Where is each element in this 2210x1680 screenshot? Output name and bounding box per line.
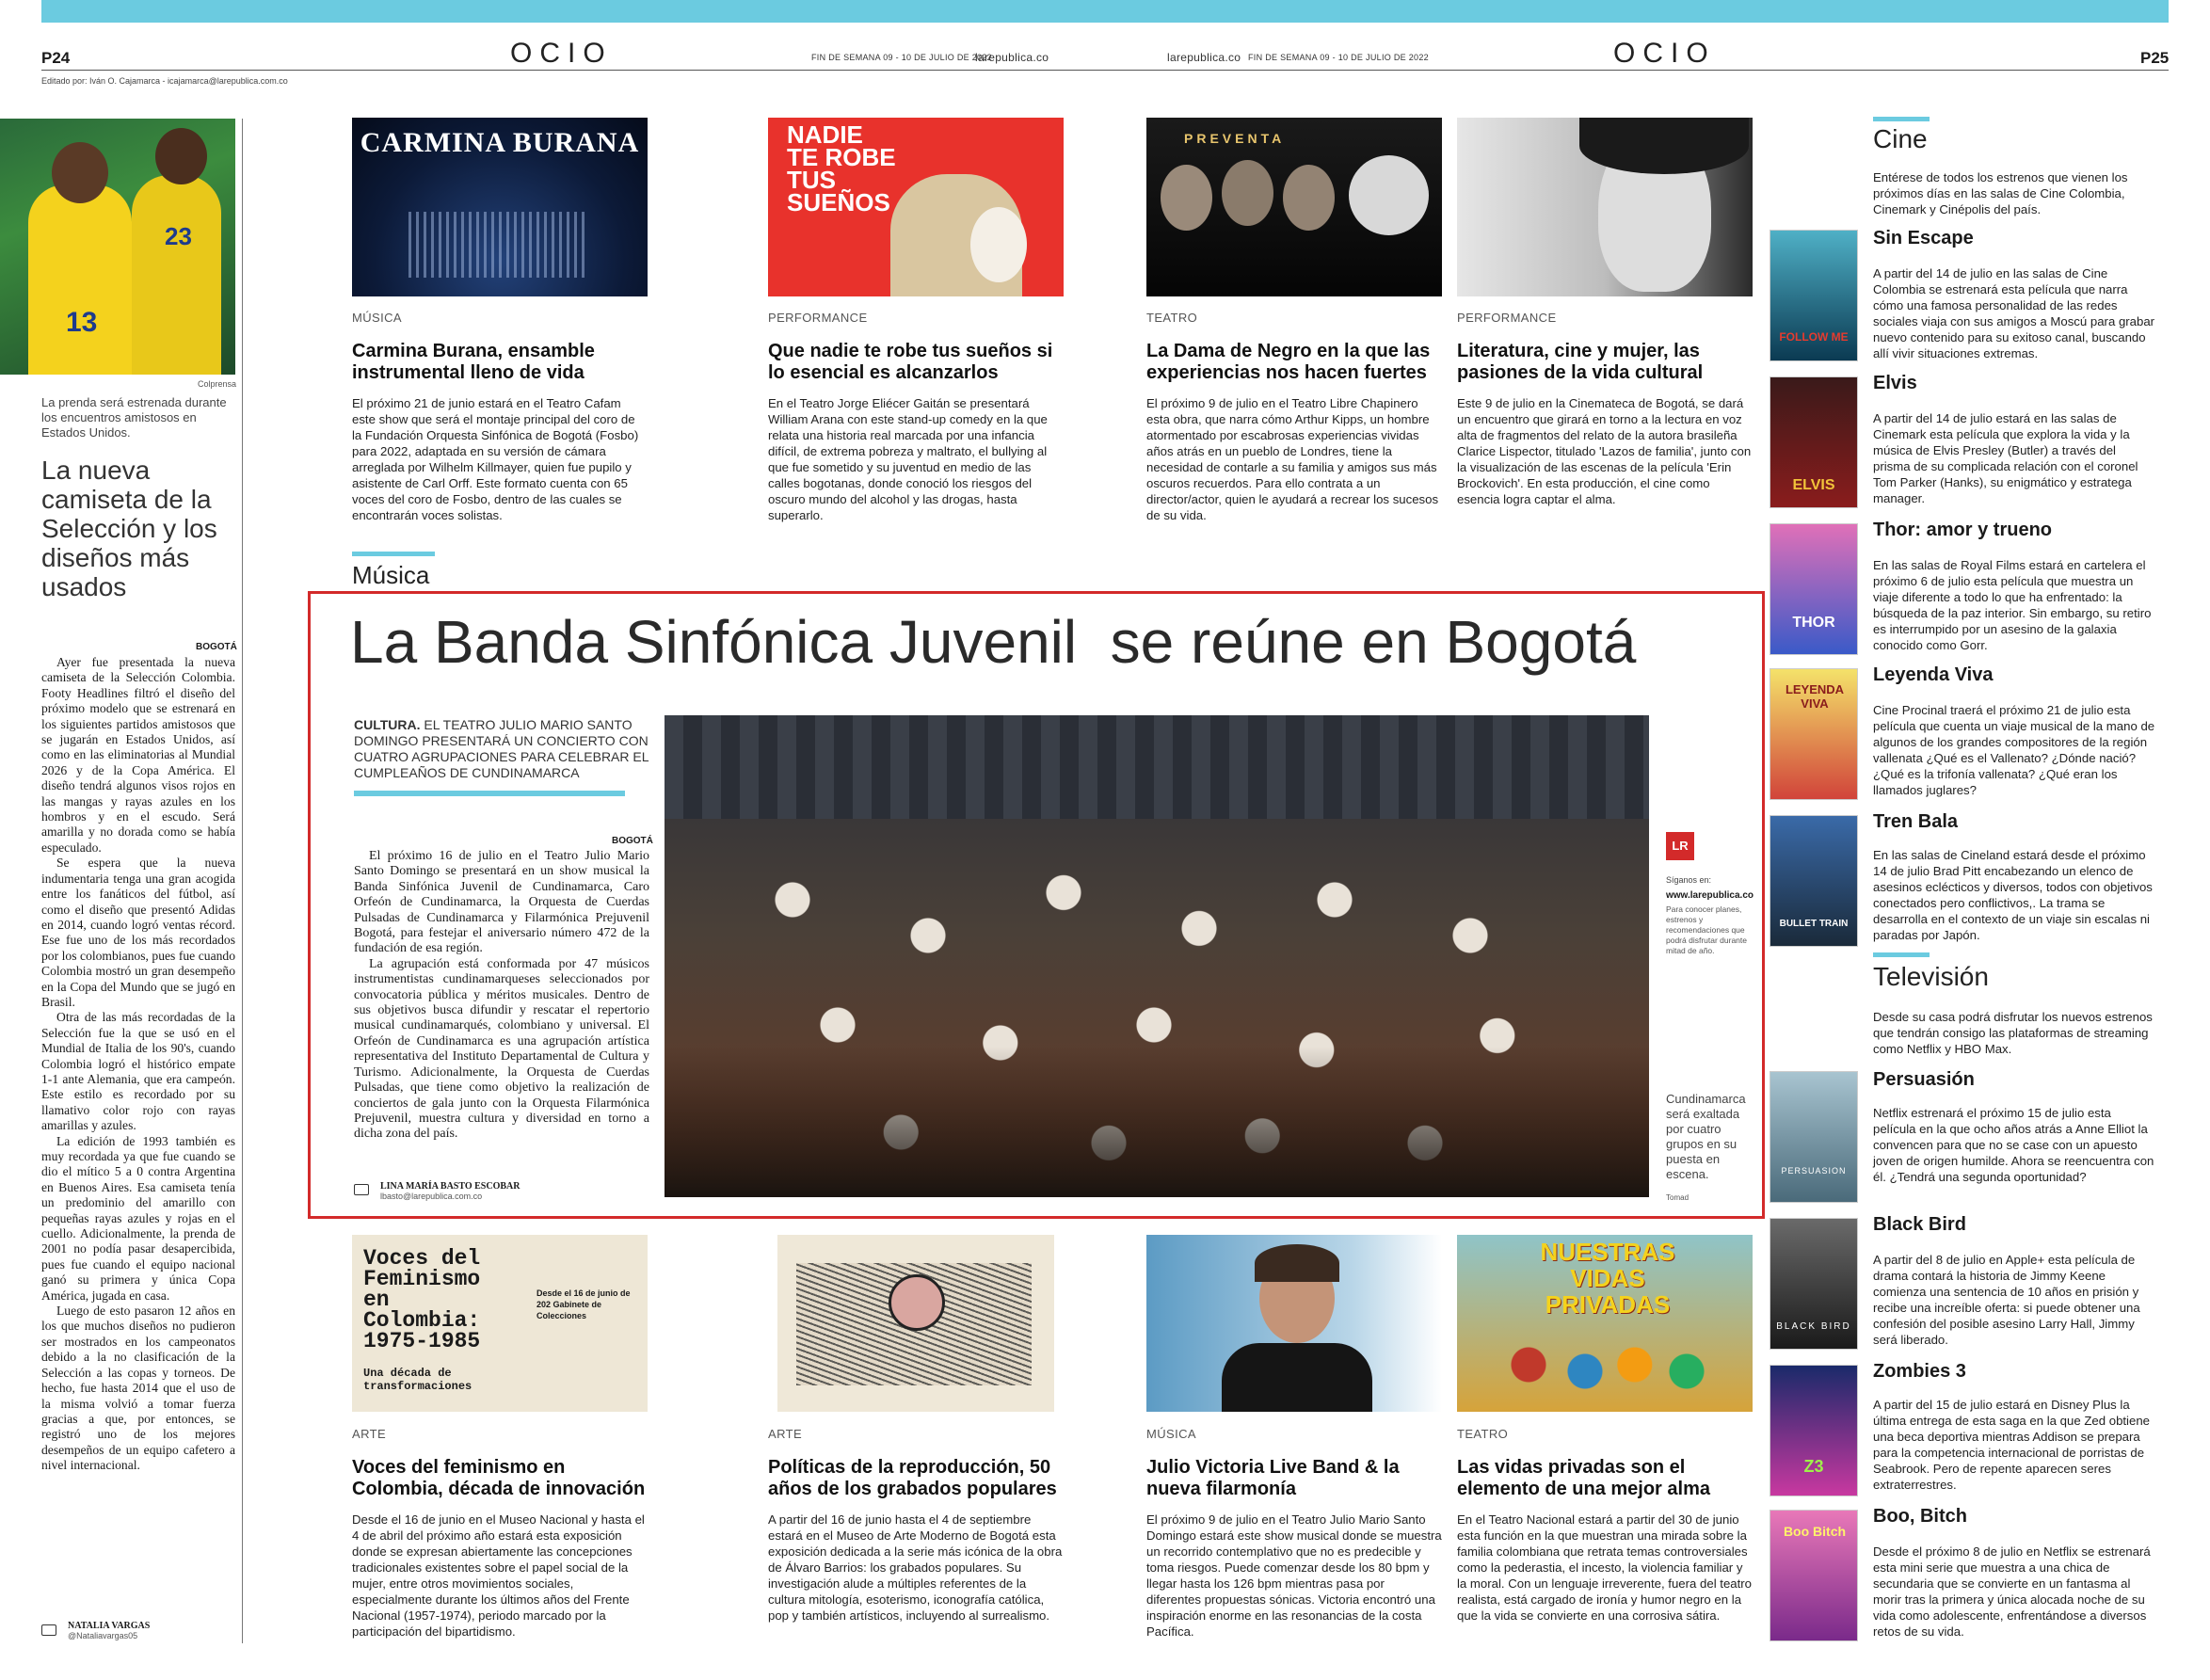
pen-icon xyxy=(354,1184,369,1195)
movie-title: Elvis xyxy=(1873,373,1917,393)
feature-body xyxy=(354,849,649,1143)
right-section-name: OCIO xyxy=(1613,38,1716,69)
poster-line: Voces del xyxy=(363,1246,481,1271)
article-body: El próximo 21 de junio estará en el Teatro Cafam este show que será el montaje principal del coro de la Fundación Orquesta Sinfónica de Bogotá (Fosbo) para 2022, adaptada en su versión de cámara arreglada por Wilhelm Killmayer, quien fue pupilo y asistente de Carl Orff. Este formato cuenta con 65 voces del coro de Fosbo, dentro de las cuales se encontrarán voces solistas. xyxy=(352,396,639,522)
left-photo-caption: La prenda será estrenada durante los encuentros amistosos en Estados Unidos. xyxy=(41,395,227,440)
article-body: A partir del 16 de junio hasta el 4 de septiembre estará en el Museo de Arte Moderno de Bogotá esta exposición dedicada a la serie más icónica de la obra de Álvaro Barrios: los grabados populares. Su investigación alude a múltiples referentes de la cultura mitología, esoterismo, iconografía católica, pop y también artísticos, incluyendo al surrealismo. xyxy=(768,1512,1063,1623)
poster-line: Colombia: xyxy=(363,1308,481,1333)
tv-poster xyxy=(1770,1218,1858,1350)
feature-headline: La Banda Sinfónica Juvenil se reúne en Bogotá xyxy=(350,608,1637,676)
editor-credit: Editado por: Iván O. Cajamarca - icajamarca@larepublica.com.co xyxy=(41,76,288,86)
article-category: MÚSICA xyxy=(1146,1427,1196,1441)
article-category: PERFORMANCE xyxy=(768,311,868,325)
article-title: Las vidas privadas son el elemento de una mejor alma xyxy=(1457,1457,1710,1499)
tv-title: Persuasión xyxy=(1873,1069,1975,1090)
movie-description: Cine Procinal traerá el próximo 21 de julio esta película que cuenta un viaje musical de la mano de algunos de los grandes compositores de la región vallenata ¿Qué es el Vallenato? ¿Dónde nació? ¿Qué es la trifonía vallenata? ¿Qué eran los llamados juglares? xyxy=(1873,703,2155,797)
left-section-name: OCIO xyxy=(510,38,613,69)
article-body: Este 9 de julio en la Cinemateca de Bogotá, se dará un encuentro que girará en torno a la lectura en voz alta de fragmentos del relato de la autora brasileña Clarice Lispector, titulado 'Lazos de familia', junto con la visualización de las escenas de la película 'Erin Brockovich'. En esta producción, el cine como esencia logra captar el alma. xyxy=(1457,396,1752,506)
right-site: larepublica.co xyxy=(1167,51,1241,64)
movie-poster xyxy=(1770,815,1858,947)
grabados-artwork xyxy=(777,1235,1054,1412)
poster-text: Boo Bitch xyxy=(1783,1524,1847,1539)
tv-description: A partir del 15 de julio estará en Disney Plus la última entrega de esta saga en la que Zed obtiene una beca deportiva mientras Addison se prepara para la competencia internacional de porristas de Seabrook. Pero de repente aparecen seres extraterrestres. xyxy=(1873,1398,2150,1492)
feminismo-poster xyxy=(352,1235,648,1412)
feature-author-name: LINA MARÍA BASTO ESCOBAR xyxy=(380,1181,520,1192)
right-page-number: P25 xyxy=(2140,49,2170,67)
feature-lead xyxy=(354,717,649,781)
article-category: PERFORMANCE xyxy=(1457,311,1557,325)
poster-subtitle: Una década de transformaciones xyxy=(363,1367,472,1393)
cine-intro: Entérese de todos los estrenos que vienen los próximos días en las salas de Cine Colombia, Cinemark y Cinépolis del país. xyxy=(1873,170,2128,216)
tv-title: Boo, Bitch xyxy=(1873,1506,1967,1527)
header-rule xyxy=(41,70,2169,71)
poster-text: FOLLOW ME xyxy=(1779,330,1849,344)
left-article-body xyxy=(41,655,235,1615)
poster-text: LEYENDA VIVA xyxy=(1785,682,1845,711)
movie-poster xyxy=(1770,230,1858,361)
feature-photo-credit: Tomad xyxy=(1666,1193,1690,1202)
tv-description: Desde el próximo 8 de julio en Netflix se estrenará esta mini serie que muestra a una chica de secundaria que se convierte en un fantasma al morir tras la primera y única alocada noche de su vida como adolescente, enfrentándose a diversos retos de su vida. xyxy=(1873,1544,2151,1639)
left-site: larepublica.co xyxy=(975,51,1049,64)
feature-paragraph: La agrupación está conformada por 47 músicos instrumentistas cundinamarqueses seleccionados por convocatoria pública y méritos musicales. Dentro de sus objetivos busca difundir y rescatar el repertorio musical cundinamarqués, colombiano y universal. El Orfeón de Cundinamarca es una agrupación artística representativa del Instituto Departamental de Cultura y Turismo. Adicionalmente, la Orquesta de Cuerdas Pulsadas, que tiene como objetivo la realización de conciertos de gala junto con la Orquesta Filarmónica Prejuvenil, muestra cultura y diversidad en torno a dicha zona del país. xyxy=(354,956,649,1142)
movie-title: Leyenda Viva xyxy=(1873,664,1994,685)
left-photo-credit: Colprensa xyxy=(198,379,237,389)
article-title: Literatura, cine y mujer, las pasiones de la vida cultural xyxy=(1457,341,1704,383)
feature-lead-label: CULTURA. xyxy=(354,717,421,732)
tv-poster xyxy=(1770,1071,1858,1203)
article-title: Políticas de la reproducción, 50 años de los grabados populares xyxy=(768,1457,1057,1499)
left-author-handle: @Nataliavargas05 xyxy=(68,1631,138,1640)
feature-accent-rule xyxy=(354,791,625,796)
poster-text: PERSUASION xyxy=(1781,1166,1847,1176)
article-category: ARTE xyxy=(352,1427,387,1441)
movie-poster xyxy=(1770,523,1858,655)
tv-title: Zombies 3 xyxy=(1873,1361,1966,1382)
soccer-player-photo: 13 23 xyxy=(0,119,235,375)
feature-section-label: Música xyxy=(352,561,430,589)
poster-text: THOR xyxy=(1792,615,1835,631)
follow-site-link[interactable]: www.larepublica.co xyxy=(1666,890,1754,901)
poster-text: Z3 xyxy=(1803,1457,1824,1476)
vidas-privadas-poster xyxy=(1457,1235,1753,1412)
left-paragraph: Luego de esto pasaron 12 años en los que muchos diseños no pudieron ser mostrados en los campeonatos debido a la no clasificación de la Selección a las copas y torneos. De hecho, fue hasta 2014 que el uso de la misma volvió a tomar fuerza gracias a que, por entonces, se registró uno de los mejores desempeños de un equipo cafetero a nivel internacional. xyxy=(41,1304,235,1473)
article-category: MÚSICA xyxy=(352,311,402,325)
movie-poster xyxy=(1770,376,1858,508)
feature-author-block xyxy=(354,1181,649,1201)
carmina-burana-poster xyxy=(352,118,648,296)
feature-paragraph: El próximo 16 de julio en el Teatro Julio Mario Santo Domingo se presentará en un show musical la Banda Sinfónica Juvenil de Cundinamarca, Caro Orfeón de Cundinamarca, la Orquesta de Cuerdas Pulsadas de Cundinamarca y Filarmónica Prejuvenil Bogotá, para festejar el aniversario número 472 de la fundación de esa región. xyxy=(354,849,649,956)
tv-description: A partir del 8 de julio en Apple+ esta película de drama contará la historia de Jimmy Keene comienza una sentencia de 10 años en prisión y recibe una increíble oferta: si puede obtener una confesión del posible asesino Larry Hall, Jimmy será liberado. xyxy=(1873,1253,2140,1347)
tv-description: Netflix estrenará el próximo 15 de julio esta película en la que ocho años atrás a Anne Elliot la convencen para que no se case con un apuesto joven de origen humilde. Ahora se reencuentra con él. ¿Tendrá una segunda oportunidad? xyxy=(1873,1106,2154,1184)
poster-text: BULLET TRAIN xyxy=(1779,919,1849,929)
feature-city: BOGOTÁ xyxy=(612,836,653,846)
right-date: FIN DE SEMANA 09 - 10 DE JULIO DE 2022 xyxy=(1248,53,1429,62)
tv-heading: Televisión xyxy=(1873,962,1989,991)
cine-heading: Cine xyxy=(1873,124,1928,153)
movie-title: Sin Escape xyxy=(1873,228,1974,248)
literatura-photo xyxy=(1457,118,1753,296)
article-body: En el Teatro Nacional estará a partir del 30 de junio esta función en la que muestran una mirada sobre la familia colombiana que retrata temas controversiales como la pederastia, el incesto, la violencia familiar y la moral. Con un lenguaje irreverente, fuera del teatro realista, está cargado de ironía y humor negro en la que la vida se convierte en una corrosiva sátira. xyxy=(1457,1512,1753,1623)
feature-photo-caption: Cundinamarca será exaltada por cuatro grupos en su puesta en escena. xyxy=(1666,1092,1746,1181)
poster-text: ELVIS xyxy=(1792,477,1835,493)
article-title: Voces del feminismo en Colombia, década de innovación xyxy=(352,1457,646,1499)
left-city: BOGOTÁ xyxy=(196,642,237,652)
article-title: La Dama de Negro en la que las experiencias nos hacen fuertes xyxy=(1146,341,1431,383)
poster-title: PREVENTA xyxy=(1184,131,1286,146)
tv-poster xyxy=(1770,1510,1858,1641)
poster-line: en xyxy=(363,1288,390,1312)
feature-lead-text: EL TEATRO JULIO MARIO SANTO DOMINGO PRESENTARÁ UN CONCIERTO CON CUATRO AGRUPACIONES PARA CELEBRAR EL CUMPLEAÑOS DE CUNDINAMARCA xyxy=(354,717,649,780)
poster-title: NUESTRAS VIDAS PRIVADAS xyxy=(1540,1238,1675,1319)
left-date: FIN DE SEMANA 09 - 10 DE JULIO DE 2022 xyxy=(811,53,992,62)
follow-text: Para conocer planes, estrenos y recomendaciones que podrá disfrutar durante mitad de año. xyxy=(1666,904,1747,955)
movie-description: En las salas de Royal Films estará en cartelera el próximo 6 de julio esta película que muestra un viaje diferente a todo lo que ha enfrentado: la búsqueda de la paz interior. Sin embargo, su retiro es interrumpido por un asesino de la galaxia conocido como Gorr. xyxy=(1873,558,2152,652)
article-body: Desde el 16 de junio en el Museo Nacional y hasta el 4 de abril del próximo año estará esta exposición donde se expresan abiertamente las concepciones tradicionales existentes sobre el papel social de la mujer, entre otros movimientos sociales, especialmente durante los últimos años del Frente Nacional (1957-1974), periodo marcado por la participación del bipartidismo. xyxy=(352,1512,645,1639)
movie-title: Thor: amor y trueno xyxy=(1873,520,2053,540)
poster-line: 1975-1985 xyxy=(363,1329,481,1353)
pen-icon xyxy=(41,1624,56,1636)
tv-poster xyxy=(1770,1365,1858,1496)
feature-author-email: lbasto@larepublica.com.co xyxy=(380,1192,483,1201)
movie-poster xyxy=(1770,668,1858,800)
cine-accent xyxy=(1873,117,1930,121)
lr-badge: LR xyxy=(1666,832,1694,860)
article-body: En el Teatro Jorge Eliécer Gaitán se presentará William Arana con este stand-up comedy en la que relata una historia real marcada por una infancia difícil, de extrema pobreza y maltrato, el bullying al que fue sometido y su juventud en medio de las calles bogotanas, donde conoció los riesgos del oscuro mundo del alcohol y las drogas, hasta superarlo. xyxy=(768,396,1048,522)
left-page-number: P24 xyxy=(41,49,71,67)
poster-line: Feminismo xyxy=(363,1267,481,1291)
article-title: Que nadie te robe tus sueños si lo esencial es alcanzarlos xyxy=(768,341,1053,383)
poster-text: BLACK BIRD xyxy=(1776,1321,1851,1332)
tv-title: Black Bird xyxy=(1873,1214,1966,1235)
movie-description: A partir del 14 de julio estará en las salas de Cinemark esta película que explora la vida y la música de Elvis Presley (Butler) a través del prisma de su complicada relación con el coronel Tom Parker (Hanks), su enigmático y estratega manager. xyxy=(1873,411,2138,505)
article-body: El próximo 9 de julio en el Teatro Julio Mario Santo Domingo estará este show musical donde se muestra un recorrido contemplativo que no es predecible y toma riesgos. Puede comenzar desde los 80 bpm y llegar hasta los 126 bpm mientras pasa por diferentes propuestas sónicas. Victoria encontró una inspiración enorme en las resonancias de la costa Pacífica. xyxy=(1146,1512,1442,1639)
top-color-bar xyxy=(41,0,2169,23)
tv-intro: Desde su casa podrá disfrutar los nuevos estrenos que tendrán consigo las plataformas de streaming como Netflix y HBO Max. xyxy=(1873,1010,2153,1056)
article-body: El próximo 9 de julio en el Teatro Libre Chapinero esta obra, que narra cómo Arthur Kipps, un hombre atormentado por escabrosas experiencias vividas años atrás en un pueblo de Londres, tiene la necesidad de contarle a su familia y amigos sus más oscuros recuerdos. Para ello contrata a un director/actor, quien le ayudará a recrear los sucesos de su vida. xyxy=(1146,396,1439,522)
tv-accent xyxy=(1873,952,1930,957)
left-headline: La nueva camiseta de la Selección y los diseños más usados xyxy=(41,456,217,601)
poster-title: CARMINA BURANA xyxy=(360,127,640,158)
article-category: TEATRO xyxy=(1146,311,1198,325)
article-category: ARTE xyxy=(768,1427,803,1441)
follow-label: Síganos en: xyxy=(1666,875,1712,885)
poster-title: NADIE TE ROBE TUS SUEÑOS xyxy=(787,120,896,216)
movie-description: En las salas de Cineland estará desde el próximo 14 de julio Brad Pitt encabezando un elenco de asesinos eclécticos y diversos, todos con objetivos conectados pero conflictivos,. La trama se desarrolla en el contexto de un viaje sin escalas ni paradas por Japón. xyxy=(1873,848,2153,942)
left-paragraph: La edición de 1993 también es muy recordada ya que fue cuando se dio el mítico 5 a 0 contra Argentina en Buenos Aires. Esa camiseta tenía un predominio del amarillo con pequeñas rayas azules y rojas en el cuello. Adicionalmente, la prenda de 2001 no podía pasar desapercibida, pues fue cuando el equipo nacional ganó su primera y única Copa América, jugada en casa. xyxy=(41,1133,235,1303)
movie-description: A partir del 14 de julio en las salas de Cine Colombia se estrenará esta película que narra cómo una famosa personalidad de las redes sociales viaja con sus amigos a Moscú para grabar nuevo contenido para su exitoso canal, buscando allí vivir situaciones extremas. xyxy=(1873,266,2155,360)
article-category: TEATRO xyxy=(1457,1427,1509,1441)
section-accent xyxy=(352,552,435,556)
left-column-divider xyxy=(242,119,243,1643)
left-paragraph: Se espera que la nueva indumentaria tenga una gran acogida entre los fanáticos del fútbol, así como el diseño que presentó Adidas en 2014, cuando logró ventas récord. Ese fue uno de los más recordados por los colombianos, pues fue cuando Colombia mostró un gran desempeño en la Copa del Mundo que se jugó en Brasil. xyxy=(41,856,235,1009)
left-author-name: NATALIA VARGAS xyxy=(68,1621,151,1631)
article-title: Julio Victoria Live Band & la nueva filarmonía xyxy=(1146,1457,1400,1499)
orchestra-photo xyxy=(665,715,1649,1197)
julio-victoria-photo xyxy=(1146,1235,1442,1412)
article-title: Carmina Burana, ensamble instrumental lleno de vida xyxy=(352,341,595,383)
dama-de-negro-poster xyxy=(1146,118,1442,296)
left-author-block xyxy=(41,1621,235,1640)
movie-title: Tren Bala xyxy=(1873,811,1959,832)
poster-side-text: Desde el 16 de junio de 202 Gabinete de Colecciones xyxy=(536,1288,631,1320)
left-paragraph: Otra de las más recordadas de la Selección fue la que se usó en el Mundial de Italia de los 90's, cuando Colombia logró el histórico empate 1-1 ante Alemania, que era campeón. Este estilo es recordado por su llamativo color rojo con rayas amarillas y azules. xyxy=(41,1010,235,1133)
standup-poster xyxy=(768,118,1064,296)
left-paragraph: Ayer fue presentada la nueva camiseta de la Selección Colombia. Footy Headlines filtró el diseño del próximo modelo que se estrenará en los siguientes partidos amistosos que se jugarán en Estados Unidos, así como en las eliminatorias al Mundial 2026 y de la Copa América. El diseño tendrá algunos visos rojos en las mangas y rayas azules en los hombros y en el escudo. Será amarilla y no dorada como se había especulado. xyxy=(41,655,235,855)
